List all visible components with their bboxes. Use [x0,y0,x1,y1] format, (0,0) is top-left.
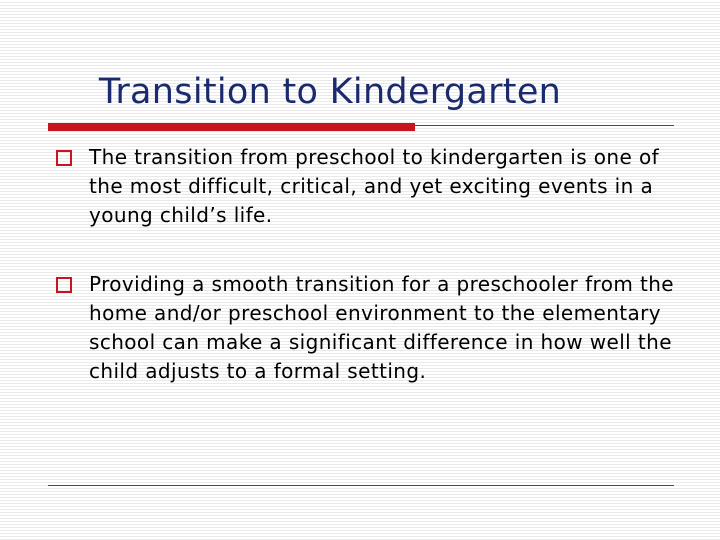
bullet-item [56,143,686,230]
hollow-square-bullet-icon [56,150,72,166]
slide-title [0,72,720,112]
slide-title-text: Transition to Kindergarten [98,72,562,112]
bullet-item [56,270,686,386]
title-underline-thick [48,123,415,131]
title-underline-thin [415,125,674,126]
bullet-list [56,143,686,386]
footer-divider [48,485,674,486]
hollow-square-bullet-icon [56,277,72,293]
bullet-text: The transition from preschool to kindergarten is one of the most difficult, critical, and yet exciting events in a young child’s life. [89,145,660,227]
bullet-text: Providing a smooth transition for a preschooler from the home and/or preschool environment to the elementary school can make a significant difference in how well the child adjusts to a formal setting. [89,272,674,383]
